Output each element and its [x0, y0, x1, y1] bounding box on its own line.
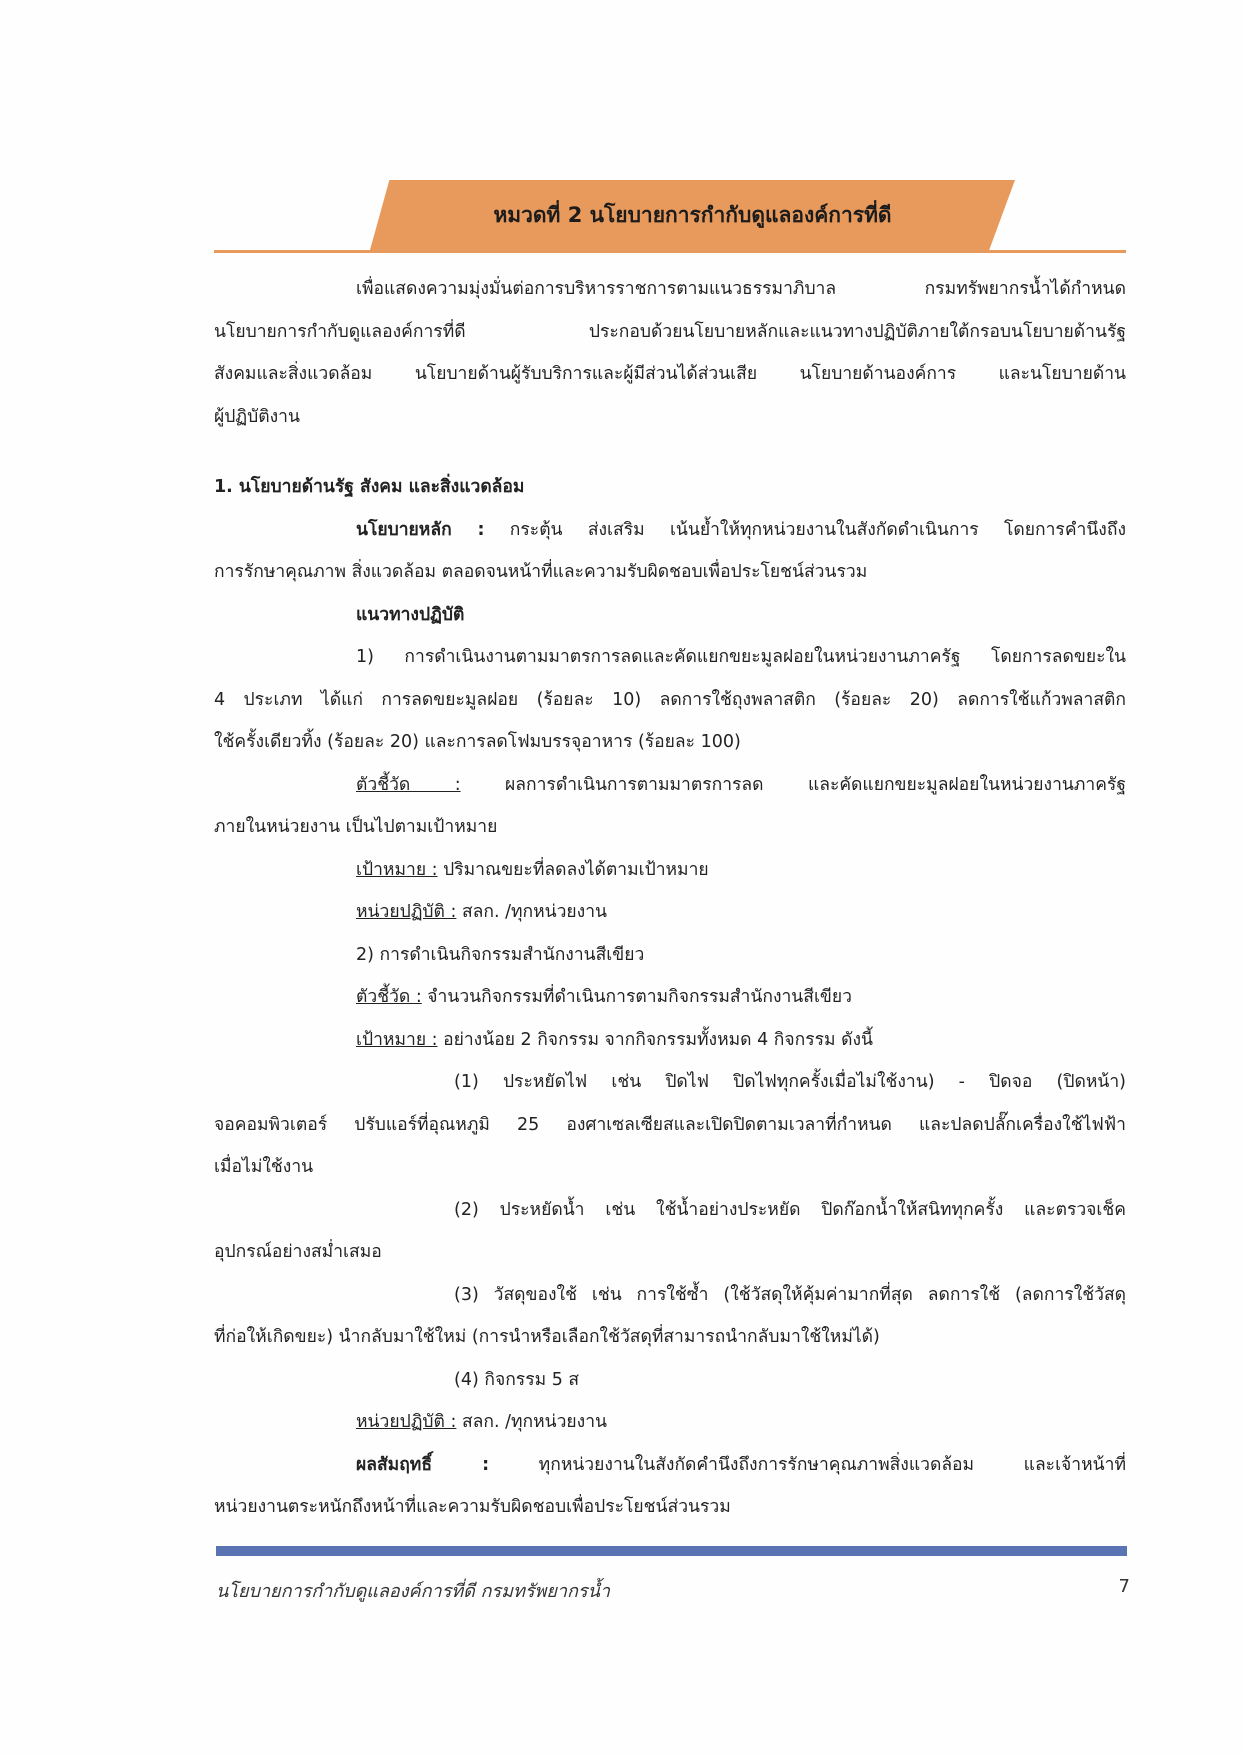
target-label: เป้าหมาย : — [356, 1029, 438, 1050]
intro-paragraph — [214, 268, 1126, 438]
unit-text: สลก. /ทุกหน่วยงาน — [456, 902, 608, 922]
sub-item-line: อุปกรณ์อย่างสม่ำเสมอ — [214, 1242, 382, 1262]
guideline-heading: แนวทางปฏิบัติ — [356, 604, 465, 625]
unit-label: หน่วยปฏิบัติ : — [356, 902, 457, 922]
main-policy-label: นโยบายหลัก : — [356, 519, 485, 540]
sub-item-line: จอคอมพิวเตอร์ ปรับแอร์ที่อุณหภูมิ 25 องศาเซลเซียสและเปิดปิดตามเวลาที่กำหนด และปลดปลั๊กเครื่องใช้ไฟฟ้า — [214, 1114, 1126, 1135]
item1-indicator-line: ภายในหน่วยงาน เป็นไปตามเป้าหมาย — [214, 817, 498, 837]
item2-line: 2) การดำเนินกิจกรรมสำนักงานสีเขียว — [356, 944, 645, 965]
item2-unit — [214, 1401, 1126, 1444]
sub-item-line: (2) ประหยัดน้ำ เช่น ใช้น้ำอย่างประหยัด ปิดก๊อกน้ำให้สนิททุกครั้ง และตรวจเช็ค — [454, 1199, 1126, 1220]
section-heading: 1. นโยบายด้านรัฐ สังคม และสิ่งแวดล้อม — [214, 477, 525, 497]
item2-target — [214, 1019, 1126, 1062]
outcome-line — [214, 1444, 1126, 1487]
footer-rule — [216, 1546, 1127, 1556]
item1-line: 4 ประเภท ได้แก่ การลดขยะมูลฝอย (ร้อยละ 10) ลดการใช้ถุงพลาสติก (ร้อยละ 20) ลดการใช้แก้วพลาสติก — [214, 689, 1126, 710]
section-1 — [214, 466, 1126, 1529]
item1-line: 1) การดำเนินงานตามมาตรการลดและคัดแยกขยะมูลฝอยในหน่วยงานภาครัฐ โดยการลดขยะใน — [356, 647, 1126, 667]
item1-line: ใช้ครั้งเดียวทิ้ง (ร้อยละ 20) และการลดโฟมบรรจุอาหาร (ร้อยละ 100) — [214, 732, 741, 752]
indicator-text: จำนวนกิจกรรมที่ดำเนินการตามกิจกรรมสำนักงานสีเขียว — [421, 987, 852, 1007]
indicator-label: ตัวชี้วัด : — [356, 774, 461, 795]
main-policy-line — [214, 509, 1126, 552]
unit-text: สลก. /ทุกหน่วยงาน — [456, 1412, 608, 1432]
chapter-title: หมวดที่ 2 นโยบายการกำกับดูแลองค์การที่ดี — [493, 202, 892, 227]
sub-item-line: (1) ประหยัดไฟ เช่น ปิดไฟ ปิดไฟทุกครั้งเมื่อไม่ใช้งาน) - ปิดจอ (ปิดหน้า) — [454, 1072, 1126, 1092]
intro-line: เพื่อแสดงความมุ่งมั่นต่อการบริหารราชการตามแนวธรรมาภิบาล กรมทรัพยากรน้ำได้กำหนด — [356, 279, 1126, 299]
item1-target — [214, 849, 1126, 892]
item2-indicator — [214, 976, 1126, 1019]
header-rule — [214, 250, 1126, 253]
target-label: เป้าหมาย : — [356, 859, 438, 880]
target-text: อย่างน้อย 2 กิจกรรม จากกิจกรรมทั้งหมด 4 กิจกรรม ดังนี้ — [437, 1029, 874, 1050]
main-policy-text: กระตุ้น ส่งเสริม เน้นย้ำให้ทุกหน่วยงานในสังกัดดำเนินการ โดยการคำนึงถึง — [484, 519, 1126, 540]
outcome-line: หน่วยงานตระหนักถึงหน้าที่และความรับผิดชอบเพื่อประโยชน์ส่วนรวม — [214, 1497, 731, 1517]
item1-indicator — [214, 764, 1126, 807]
outcome-text: ทุกหน่วยงานในสังกัดคำนึงถึงการรักษาคุณภาพสิ่งแวดล้อม และเจ้าหน้าที่ — [489, 1454, 1126, 1475]
sub-item-line: ที่ก่อให้เกิดขยะ) นำกลับมาใช้ใหม่ (การนำหรือเลือกใช้วัสดุที่สามารถนำกลับมาใช้ใหม่ได้) — [214, 1327, 880, 1347]
item1-unit — [214, 891, 1126, 934]
intro-line: นโยบายการกำกับดูแลองค์การที่ดี ประกอบด้วยนโยบายหลักและแนวทางปฏิบัติภายใต้กรอบนโยบายด้านรัฐ — [214, 321, 1126, 342]
sub-item-line: (4) กิจกรรม 5 ส — [454, 1369, 580, 1390]
intro-line: สังคมและสิ่งแวดล้อม นโยบายด้านผู้รับบริการและผู้มีส่วนได้ส่วนเสีย นโยบายด้านองค์การ และนโยบายด้าน — [214, 364, 1126, 384]
sub-item-line: (3) วัสดุของใช้ เช่น การใช้ซ้ำ (ใช้วัสดุให้คุ้มค่ามากที่สุด ลดการใช้ (ลดการใช้วัสดุ — [454, 1284, 1126, 1305]
footer-title: นโยบายการกำกับดูแลองค์การที่ดี กรมทรัพยากรน้ำ — [216, 1581, 610, 1602]
outcome-label: ผลสัมฤทธิ์ : — [356, 1454, 490, 1475]
indicator-text: ผลการดำเนินการตามมาตรการลด และคัดแยกขยะมูลฝอยในหน่วยงานภาครัฐ — [460, 774, 1126, 795]
indicator-label: ตัวชี้วัด : — [356, 987, 422, 1007]
main-policy-line: การรักษาคุณภาพ สิ่งแวดล้อม ตลอดจนหน้าที่และความรับผิดชอบเพื่อประโยชน์ส่วนรวม — [214, 562, 868, 582]
unit-label: หน่วยปฏิบัติ : — [356, 1412, 457, 1432]
target-text: ปริมาณขยะที่ลดลงได้ตามเป้าหมาย — [437, 859, 709, 880]
sub-item-line: เมื่อไม่ใช้งาน — [214, 1157, 314, 1177]
intro-line: ผู้ปฏิบัติงาน — [214, 406, 300, 427]
page-number: 7 — [1118, 1576, 1130, 1597]
